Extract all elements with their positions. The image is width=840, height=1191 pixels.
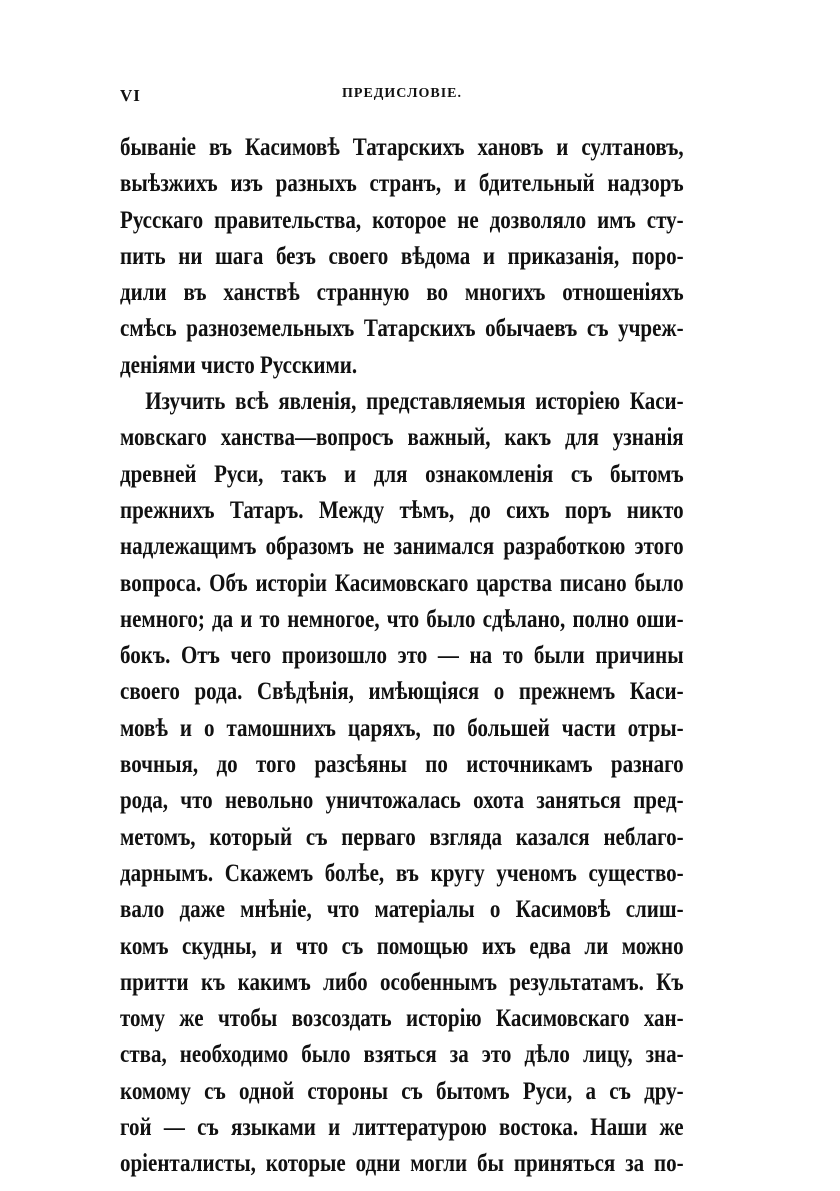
text-line: Изучить всѣ явленія, представляемыя исторіею Каси- xyxy=(145,388,684,416)
text-line: прежнихъ Татаръ. Между тѣмъ, до сихъ поръ никто xyxy=(120,496,684,524)
text-line: надлежащимъ образомъ не занимался разработкою этого xyxy=(120,533,684,561)
text-line: ства, необходимо было взяться за это дѣло лицу, зна- xyxy=(120,1041,684,1069)
text-line: мовскаго ханства—вопросъ важный, какъ для узнанія xyxy=(120,424,684,452)
text-line: выѣзжихъ изъ разныхъ странъ, и бдительный надзоръ xyxy=(120,170,684,198)
text-line: комъ скудны, и что съ помощью ихъ едва ли можно xyxy=(120,932,684,960)
text-line: притти къ какимъ либо особеннымъ результатамъ. Къ xyxy=(120,968,684,996)
text-line: комому съ одной стороны съ бытомъ Руси, а съ дру- xyxy=(120,1077,684,1105)
text-line: тому же чтобы возсоздать исторію Касимовскаго хан- xyxy=(120,1005,684,1033)
text-line: немного; да и то немногое, что было сдѣлано, полно оши- xyxy=(120,605,684,633)
text-line: пить ни шага безъ своего вѣдома и приказанія, поро- xyxy=(120,242,684,270)
page-number: VI xyxy=(120,86,141,105)
text-line: оріенталисты, которые одни могли бы приняться за по- xyxy=(120,1150,684,1178)
text-line: рода, что невольно уничтожалась охота заняться пред- xyxy=(120,787,684,815)
text-line: смѣсь разноземельныхъ Татарскихъ обычаевъ съ учреж- xyxy=(120,315,684,343)
text-line: вопроса. Объ исторіи Касимовскаго царства писано было xyxy=(120,569,684,597)
paragraph-2 xyxy=(120,384,684,1183)
text-line: деніями чисто Русскими. xyxy=(120,351,358,379)
running-head: ПРЕДИСЛОВІЕ. xyxy=(342,86,463,101)
text-line: вало даже мнѣніе, что матеріалы о Касимовѣ слиш- xyxy=(120,896,684,924)
body-text xyxy=(120,130,684,1183)
text-line: своего рода. Свѣдѣнія, имѣющіяся о прежнемъ Каси- xyxy=(120,678,684,706)
text-line: Русскаго правительства, которое не дозволяло имъ сту- xyxy=(120,206,684,234)
page-header xyxy=(120,86,700,110)
text-line: вочныя, до того разсѣяны по источникамъ разнаго xyxy=(120,751,684,779)
text-line: гой — съ языками и литтературою востока. Наши же xyxy=(120,1114,684,1142)
text-line: бываніе въ Касимовѣ Татарскихъ хановъ и султановъ, xyxy=(120,134,684,161)
text-line: дили въ ханствѣ странную во многихъ отношеніяхъ xyxy=(120,279,684,307)
paragraph-1 xyxy=(120,130,684,384)
text-line: метомъ, который съ перваго взгляда казался неблаго- xyxy=(120,823,684,851)
text-line: древней Руси, такъ и для ознакомленія съ бытомъ xyxy=(120,460,684,488)
text-line: мовѣ и о тамошнихъ царяхъ, по большей части отры- xyxy=(120,714,684,742)
text-line: дарнымъ. Скажемъ болѣе, въ кругу ученомъ существо- xyxy=(120,859,684,887)
text-line: бокъ. Отъ чего произошло это — на то были причины xyxy=(120,642,684,670)
